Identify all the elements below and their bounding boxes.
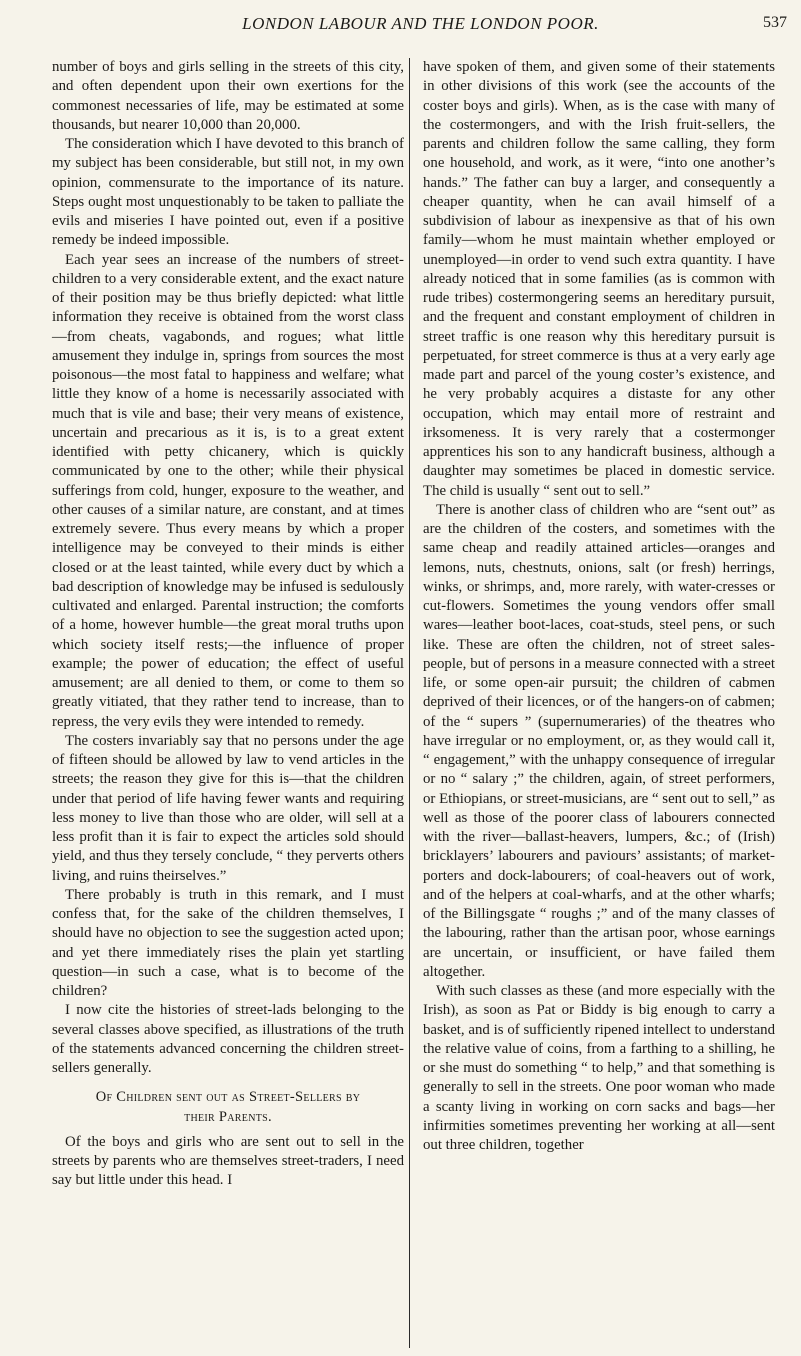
right-column (423, 58, 775, 1155)
running-head: LONDON LABOUR AND THE LONDON POOR. (242, 14, 599, 33)
paragraph: Each year sees an increase of the numbers of street-children to a very considerable extent, and the exact nature of their position may be thus briefly depicted: what little information they receive is obtained from the worst class—from cheats, vagabonds, and rogues; what little amusement they indulge in, springs from sources the most poisonous—the most fatal to happiness and welfare; what little they know of a home is necessarily associated with much that is vile and base; their very means of existence, uncertain and precarious as it is, is to a great extent identified with petty chicanery, which is quickly communicated by one to the other; while their physical sufferings from cold, hunger, exposure to the weather, and other causes of a similar nature, are constant, and at times extremely severe. Thus every means by which a proper intelligence may be conveyed to their minds is either closed or at the least tainted, while every duct by which a bad description of knowledge may be infused is sedulously cultivated and enlarged. Parental instruction; the comforts of a home, however humble—the great moral truths upon which society itself rests;—the influence of proper example; the power of education; the effect of useful amusement; are all denied to them, or come to them so greatly vitiated, that they rather tend to increase, than to repress, the very evils they were intended to remedy. (52, 251, 404, 730)
paragraph: number of boys and girls selling in the streets of this city, and often dependent upon their own exertions for the commonest necessaries of life, may be estimated at some thousands, but nearer 10,000 than 20,000. (52, 59, 404, 133)
paragraph: There is another class of children who are “sent out” as are the children of the costers, and sometimes with the same cheap and readily attained articles—oranges and lemons, nuts, chestnuts, onions, salt (or fresh) herrings, winks, or shrimps, and, more rarely, with water-cresses or cut-flowers. Sometimes the young vendors offer small wares—leather boot-laces, coat-studs, steel pens, or such like. These are often the children, not of street sales-people, but of persons in a measure connected with a street life, or some open-air pursuit; the children of cabmen deprived of their licences, or of the hangers-on of cabmen; of the “ supers ” (supernumeraries) of the theatres who have irregular or no employment, or, as they would call it, “ engagement,” with the unhappy consequence of irregular or no “ salary ;” the children, again, of street performers, or Ethiopians, or street-musicians, are “ sent out to sell,” as well as those of the poorer class of labourers connected with the river—ballast-heavers, lumpers, &c.; of (Irish) bricklayers’ labourers and paviours’ assistants; of market-porters and dock-labourers; of coal-heavers out of work, and of the helpers at coal-wharfs, and at the other wharfs; of the Billingsgate “ roughs ;” and of the many classes of the labouring, rather than the artisan poor, whose earnings are uncertain, or insufficient, or have failed them altogether. (423, 501, 775, 980)
page-number: 537 (763, 14, 787, 31)
section-heading-line: Of Children sent out as Street-Sellers by (95, 1089, 361, 1106)
paragraph: The consideration which I have devoted to this branch of my subject has been considerable, but still not, in my own opinion, commensurate to the importance of its nature. Steps ought most unquestionably to be taken to palliate the evils and miseries I have pointed out, even if a positive remedy be indeed impossible. (52, 136, 404, 249)
page-header (48, 14, 793, 38)
paragraph: have spoken of them, and given some of their statements in other divisions of this work (see the accounts of the coster boys and girls). When, as is the case with many of the costermongers, and with the Irish fruit-sellers, the parents and children follow the same calling, they form one household, and work, as it were, “into one another’s hands.” The father can buy a larger, and consequently a cheaper quantity, when he can avail himself of a subdivision of labour as inexpensive as that of his own family—whom he must maintain whether employed or unemployed—in order to vend such extra quantity. I have already noticed that in some families (as is common with rude tribes) costermongering seems an hereditary pursuit, and the frequent and constant employment of children in street traffic is one reason why this hereditary pursuit is perpetuated, for street commerce is thus at a very early age made part and parcel of the young coster’s existence, and he very probably acquires a distaste for any other occupation, which may entail more of restraint and irksomeness. It is very rarely that a costermonger apprentices his son to any handicraft business, although a daughter may sometimes be placed in domestic service. The child is usually “ sent out to sell.” (423, 59, 775, 499)
paragraph: The costers invariably say that no persons under the age of fifteen should be allowed by law to vend articles in the streets; the reason they give for this is—that the children under that period of life having fewer wants and requiring less money to live than those who are older, will sell at a less profit than it is fair to expect the articles sold should yield, and thus they tersely conclude, “ they perverts others living, and ruins theirselves.” (52, 732, 404, 884)
section-heading (52, 1088, 404, 1127)
paragraph: With such classes as these (and more especially with the Irish), as soon as Pat or Biddy is big enough to carry a basket, and is of sufficiently ripened intellect to understand the relative value of coins, from a farthing to a shilling, he or she must do something “ to help,” and that something is generally to sell in the streets. One poor woman who made a scanty living in working on corn sacks and bags—her infirmities sometimes preventing her working at all—sent out three children, together (423, 983, 775, 1153)
paragraph: There probably is truth in this remark, and I must confess that, for the sake of the children themselves, I should have no objection to see the suggestion acted upon; and yet there immediately rises the plain yet startling question—in such a case, what is to become of the children? (52, 886, 404, 999)
column-divider (409, 58, 410, 1348)
paragraph: I now cite the histories of street-lads belonging to the several classes above specified, as illustrations of the truth of the statements advanced concerning the children street-sellers generally. (52, 1002, 404, 1076)
section-heading-line: their Parents. (184, 1108, 272, 1125)
paragraph: Of the boys and girls who are sent out to sell in the streets by parents who are themselves street-traders, I need say but little under this head. I (52, 1133, 404, 1189)
left-column (52, 58, 404, 1191)
